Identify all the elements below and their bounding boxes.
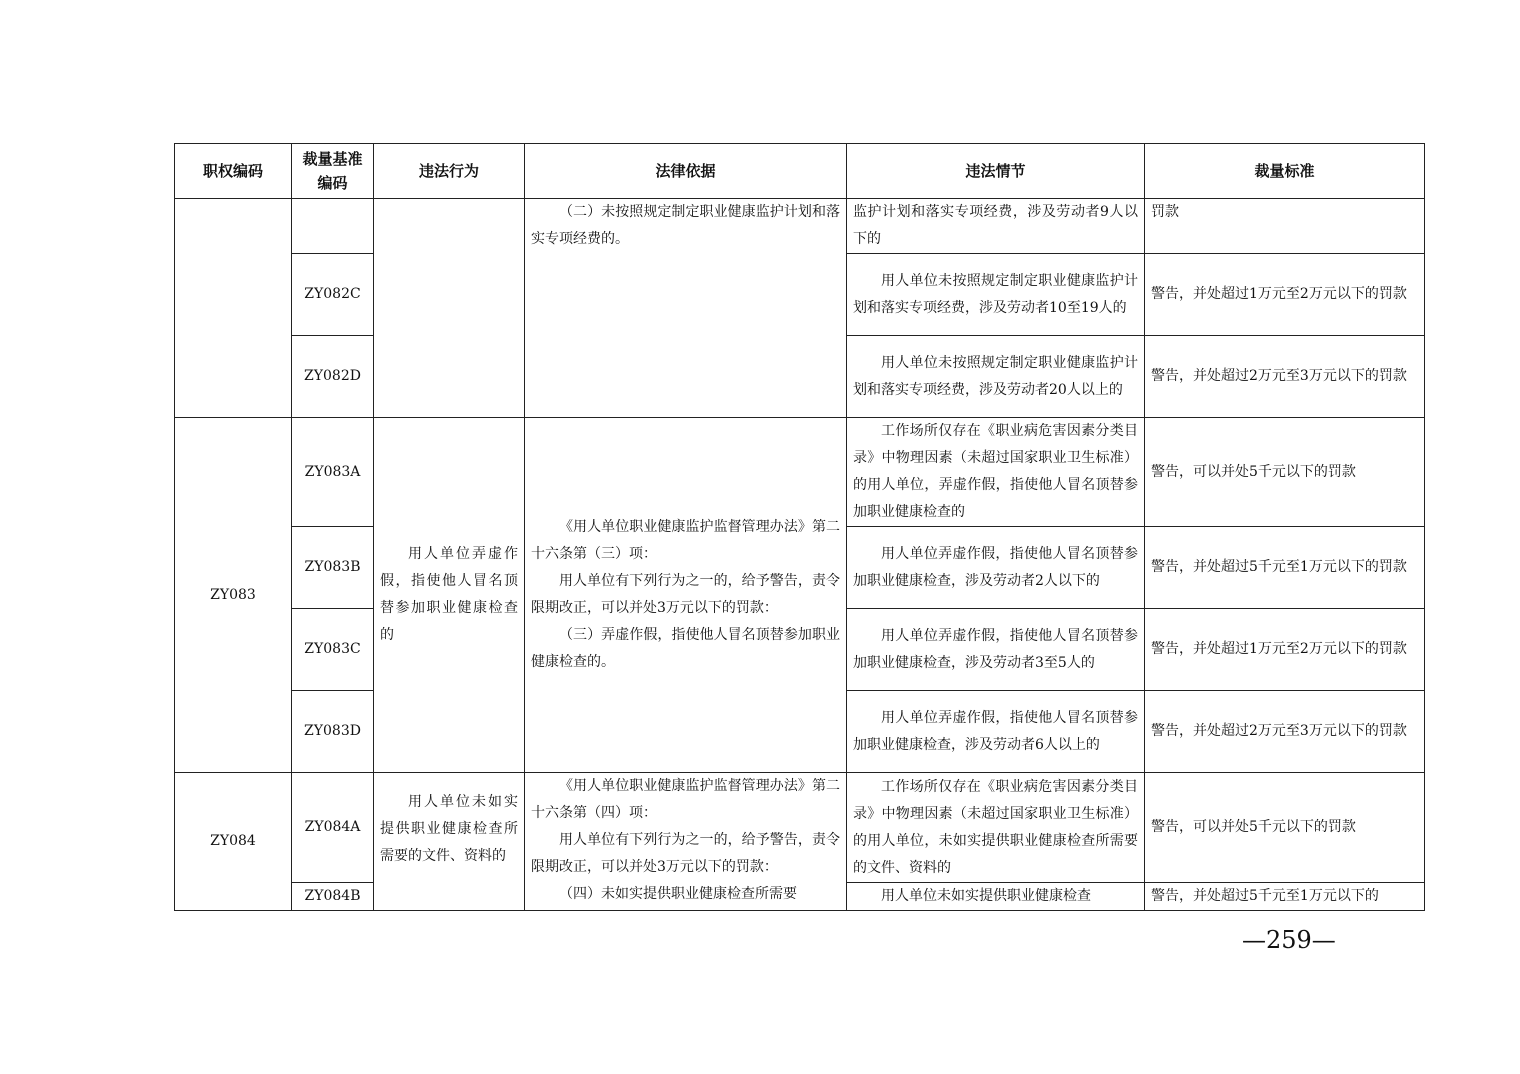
base-code-cell: ZY083D xyxy=(292,691,374,773)
standard-cell: 警告，可以并处5千元以下的罚款 xyxy=(1145,773,1425,883)
power-code-cell: ZY084 xyxy=(175,773,292,911)
header-power-code: 职权编码 xyxy=(175,144,292,199)
standard-cell: 警告，并处超过5千元至1万元以下的 xyxy=(1145,883,1425,911)
circumstance-cell: 用人单位弄虚作假，指使他人冒名顶替参加职业健康检查，涉及劳动者6人以上的 xyxy=(847,691,1145,773)
discretion-table xyxy=(174,143,1425,911)
violation-cell xyxy=(374,773,525,911)
header-base-code: 裁量基准编码 xyxy=(292,144,374,199)
circumstance-cell: 用人单位弄虚作假，指使他人冒名顶替参加职业健康检查，涉及劳动者3至5人的 xyxy=(847,609,1145,691)
power-code-cell: ZY083 xyxy=(175,418,292,773)
violation-cell xyxy=(374,199,525,418)
circumstance-cell: 工作场所仅存在《职业病危害因素分类目录》中物理因素（未超过国家职业卫生标准）的用人单位，未如实提供职业健康检查所需要的文件、资料的 xyxy=(847,773,1145,883)
standard-cell: 警告，并处超过2万元至3万元以下的罚款 xyxy=(1145,336,1425,418)
violation-text: 用人单位弄虚作假，指使他人冒名顶替参加职业健康检查的 xyxy=(380,546,518,643)
base-code-cell: ZY083C xyxy=(292,609,374,691)
base-code-cell: ZY083A xyxy=(292,418,374,527)
table-header-row xyxy=(175,144,1425,199)
standard-cell: 警告，并处超过1万元至2万元以下的罚款 xyxy=(1145,609,1425,691)
header-circumstance: 违法情节 xyxy=(847,144,1145,199)
header-legal-basis: 法律依据 xyxy=(525,144,847,199)
header-standard: 裁量标准 xyxy=(1145,144,1425,199)
legal-basis-text: （四）未如实提供职业健康检查所需要 xyxy=(559,886,797,902)
standard-cell: 警告，并处超过2万元至3万元以下的罚款 xyxy=(1145,691,1425,773)
standard-cell: 警告，并处超过5千元至1万元以下的罚款 xyxy=(1145,527,1425,609)
violation-cell xyxy=(374,418,525,773)
table-row xyxy=(175,199,1425,254)
base-code-cell xyxy=(292,199,374,254)
table-row xyxy=(175,418,1425,527)
legal-basis-text: （三）弄虚作假，指使他人冒名顶替参加职业健康检查的。 xyxy=(531,627,840,670)
legal-basis-cell xyxy=(525,418,847,773)
circumstance-cell: 工作场所仅存在《职业病危害因素分类目录》中物理因素（未超过国家职业卫生标准）的用人单位，弄虚作假，指使他人冒名顶替参加职业健康检查的 xyxy=(847,418,1145,527)
legal-basis-cell xyxy=(525,773,847,911)
header-violation: 违法行为 xyxy=(374,144,525,199)
power-code-cell xyxy=(175,199,292,418)
legal-basis-text: 《用人单位职业健康监护监督管理办法》第二十六条第（三）项： xyxy=(531,519,840,562)
circumstance-cell: 监护计划和落实专项经费，涉及劳动者9人以下的 xyxy=(847,199,1145,254)
base-code-cell: ZY084B xyxy=(292,883,374,911)
legal-basis-text: 用人单位有下列行为之一的，给予警告，责令限期改正，可以并处3万元以下的罚款： xyxy=(531,832,840,875)
circumstance-cell: 用人单位未如实提供职业健康检查 xyxy=(847,883,1145,911)
base-code-cell: ZY083B xyxy=(292,527,374,609)
base-code-cell: ZY082C xyxy=(292,254,374,336)
circumstance-cell: 用人单位弄虚作假，指使他人冒名顶替参加职业健康检查，涉及劳动者2人以下的 xyxy=(847,527,1145,609)
legal-basis-text: （二）未按照规定制定职业健康监护计划和落实专项经费的。 xyxy=(531,204,840,247)
circumstance-cell: 用人单位未按照规定制定职业健康监护计划和落实专项经费，涉及劳动者20人以上的 xyxy=(847,336,1145,418)
table-row xyxy=(175,773,1425,883)
standard-cell: 警告，并处超过1万元至2万元以下的罚款 xyxy=(1145,254,1425,336)
base-code-cell: ZY082D xyxy=(292,336,374,418)
legal-basis-text: 《用人单位职业健康监护监督管理办法》第二十六条第（四）项： xyxy=(531,778,840,821)
legal-basis-text: 用人单位有下列行为之一的，给予警告，责令限期改正，可以并处3万元以下的罚款： xyxy=(531,573,840,616)
base-code-cell: ZY084A xyxy=(292,773,374,883)
standard-cell: 警告，可以并处5千元以下的罚款 xyxy=(1145,418,1425,527)
legal-basis-cell xyxy=(525,199,847,418)
standard-cell: 罚款 xyxy=(1145,199,1425,254)
circumstance-cell: 用人单位未按照规定制定职业健康监护计划和落实专项经费，涉及劳动者10至19人的 xyxy=(847,254,1145,336)
violation-text: 用人单位未如实提供职业健康检查所需要的文件、资料的 xyxy=(380,794,518,864)
page-number: —259— xyxy=(1242,926,1336,954)
